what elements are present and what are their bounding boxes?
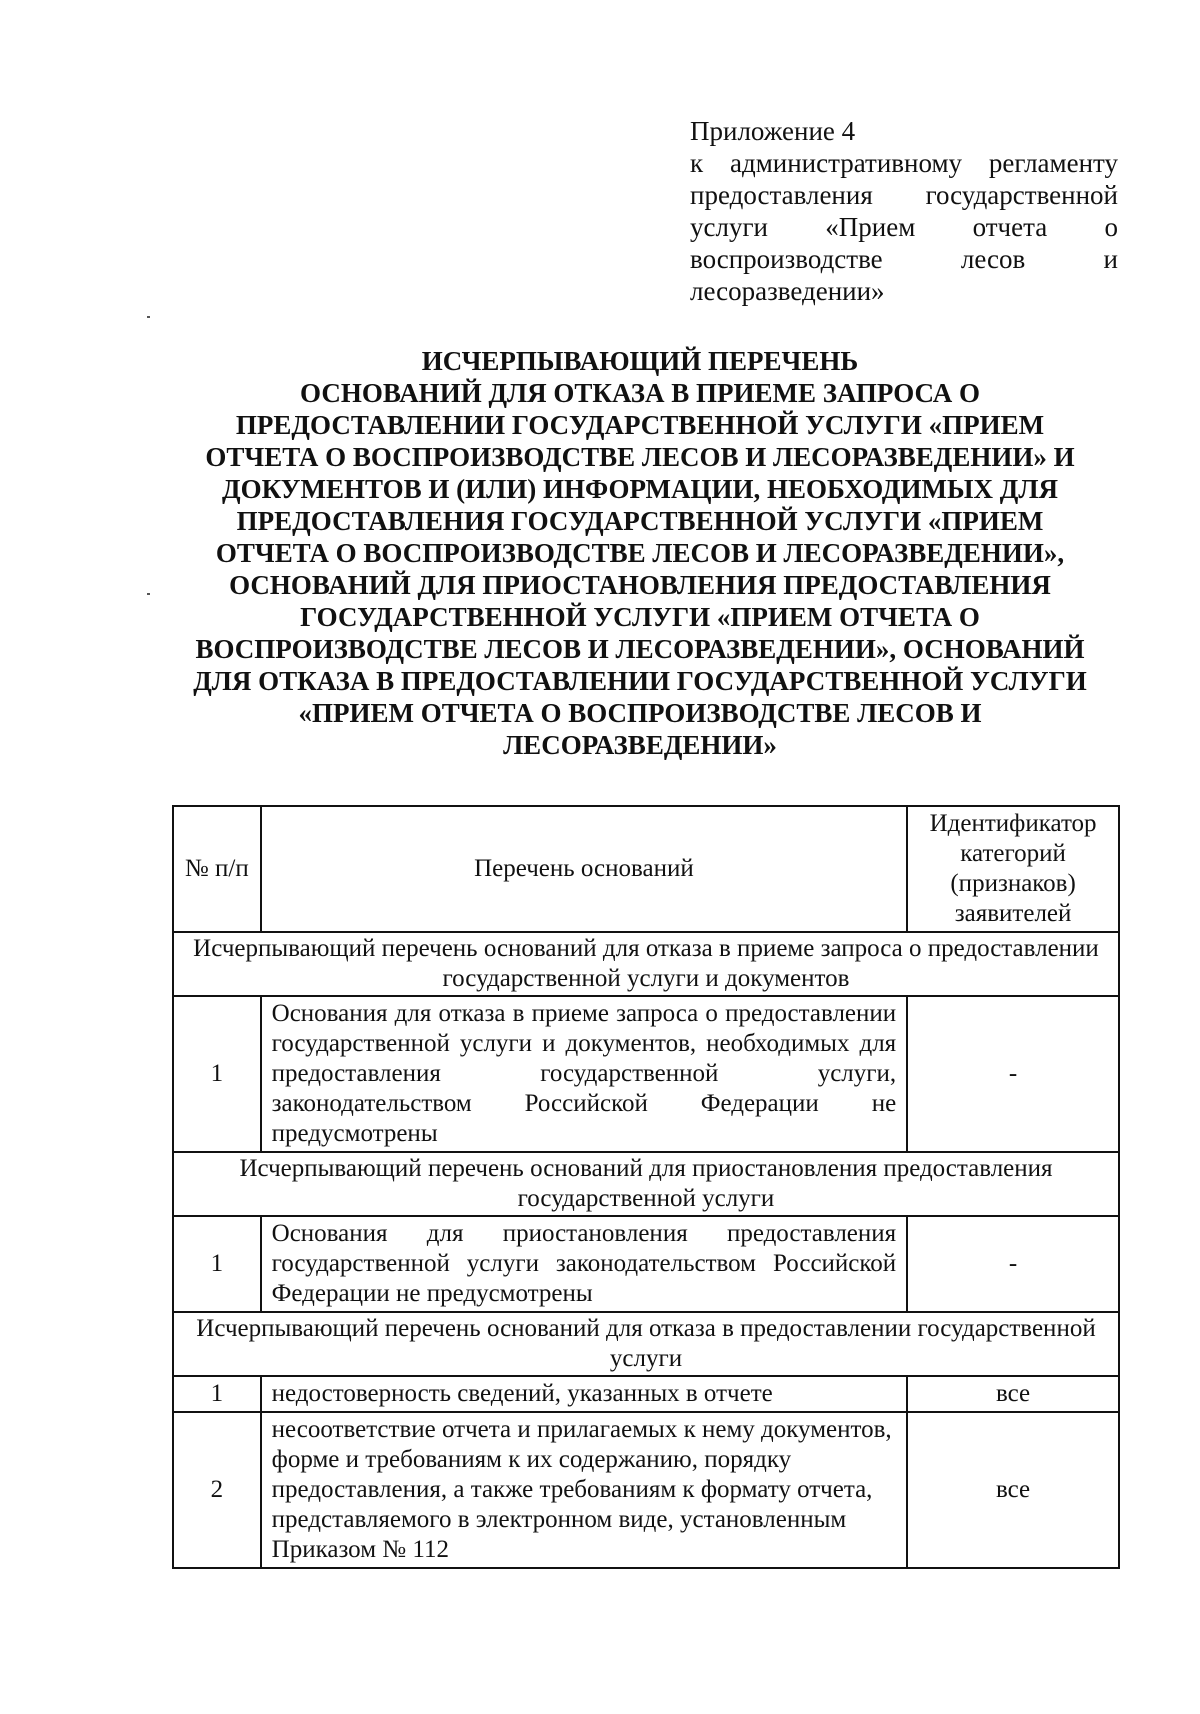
appendix-block — [690, 115, 1118, 307]
row-number: 1 — [173, 996, 261, 1152]
row-ground-text: Основания для отказа в приеме запроса о предоставлении государственной услуги и документов, необходимых для предоставления государственной услуги, законодательством Российской Федерации не предусмотрены — [261, 996, 908, 1152]
table-row — [173, 1216, 1119, 1312]
appendix-line: к административному регламенту — [690, 148, 1118, 178]
title-line: ОСНОВАНИЙ ДЛЯ ПРИОСТАНОВЛЕНИЯ ПРЕДОСТАВЛЕНИЯ — [229, 570, 1051, 600]
section-heading: Исчерпывающий перечень оснований для приостановления предоставления государственной услуги — [173, 1152, 1119, 1216]
table-header-row — [173, 806, 1119, 932]
title-line: ИСЧЕРПЫВАЮЩИЙ ПЕРЕЧЕНЬ — [421, 346, 859, 376]
title-line: ДОКУМЕНТОВ И (ИЛИ) ИНФОРМАЦИИ, НЕОБХОДИМЫХ ДЛЯ — [222, 474, 1058, 504]
grounds-table — [172, 805, 1120, 1569]
row-number: 2 — [173, 1412, 261, 1568]
title-line: ПРЕДОСТАВЛЕНИЯ ГОСУДАРСТВЕННОЙ УСЛУГИ «ПРИЕМ — [236, 506, 1044, 536]
section-heading-row — [173, 1152, 1119, 1216]
row-identifier: - — [907, 1216, 1119, 1312]
header-grounds: Перечень оснований — [261, 806, 908, 932]
section-heading: Исчерпывающий перечень оснований для отказа в приеме запроса о предоставлении государственной услуги и документов — [173, 932, 1119, 996]
section-heading-row — [173, 932, 1119, 996]
row-ground-text: недостоверность сведений, указанных в отчете — [261, 1376, 908, 1412]
table-row — [173, 1376, 1119, 1412]
scan-mark — [147, 316, 150, 318]
row-identifier: все — [907, 1412, 1119, 1568]
title-line: ПРЕДОСТАВЛЕНИИ ГОСУДАРСТВЕННОЙ УСЛУГИ «ПРИЕМ — [235, 410, 1045, 440]
title-line: ГОСУДАРСТВЕННОЙ УСЛУГИ «ПРИЕМ ОТЧЕТА О — [300, 602, 980, 632]
header-number: № п/п — [173, 806, 261, 932]
row-identifier: - — [907, 996, 1119, 1152]
title-line: ОТЧЕТА О ВОСПРОИЗВОДСТВЕ ЛЕСОВ И ЛЕСОРАЗВЕДЕНИИ» И — [205, 442, 1075, 472]
title-line: ДЛЯ ОТКАЗА В ПРЕДОСТАВЛЕНИИ ГОСУДАРСТВЕННОЙ УСЛУГИ — [193, 666, 1087, 696]
row-ground-text: несоответствие отчета и прилагаемых к нему документов, форме и требованиям к их содержанию, порядку предоставления, а также требованиям к формату отчета, представляемого в электронном виде, установленным Приказом № 112 — [261, 1412, 908, 1568]
title-line: ОТЧЕТА О ВОСПРОИЗВОДСТВЕ ЛЕСОВ И ЛЕСОРАЗВЕДЕНИИ», — [215, 538, 1065, 568]
appendix-line: услуги «Прием отчета о — [690, 212, 1118, 242]
appendix-line: предоставления государственной — [690, 180, 1118, 210]
row-number: 1 — [173, 1376, 261, 1412]
table-row — [173, 1412, 1119, 1568]
title-line: ЛЕСОРАЗВЕДЕНИИ» — [503, 730, 777, 760]
section-heading-row — [173, 1312, 1119, 1376]
document-title — [160, 345, 1120, 761]
section-heading: Исчерпывающий перечень оснований для отказа в предоставлении государственной услуги — [173, 1312, 1119, 1376]
title-line: «ПРИЕМ ОТЧЕТА О ВОСПРОИЗВОДСТВЕ ЛЕСОВ И — [298, 698, 982, 728]
appendix-line: воспроизводстве лесов и — [690, 244, 1118, 274]
appendix-label: Приложение 4 — [690, 116, 856, 146]
header-identifier: Идентификатор категорий (признаков) заявителей — [907, 806, 1119, 932]
appendix-line: лесоразведении» — [690, 276, 885, 306]
table-row — [173, 996, 1119, 1152]
row-identifier: все — [907, 1376, 1119, 1412]
title-line: ВОСПРОИЗВОДСТВЕ ЛЕСОВ И ЛЕСОРАЗВЕДЕНИИ», ОСНОВАНИЙ — [195, 634, 1085, 664]
scan-mark — [147, 593, 150, 595]
row-ground-text: Основания для приостановления предоставления государственной услуги законодательством Российской Федерации не предусмотрены — [261, 1216, 908, 1312]
title-line: ОСНОВАНИЙ ДЛЯ ОТКАЗА В ПРИЕМЕ ЗАПРОСА О — [300, 378, 980, 408]
row-number: 1 — [173, 1216, 261, 1312]
